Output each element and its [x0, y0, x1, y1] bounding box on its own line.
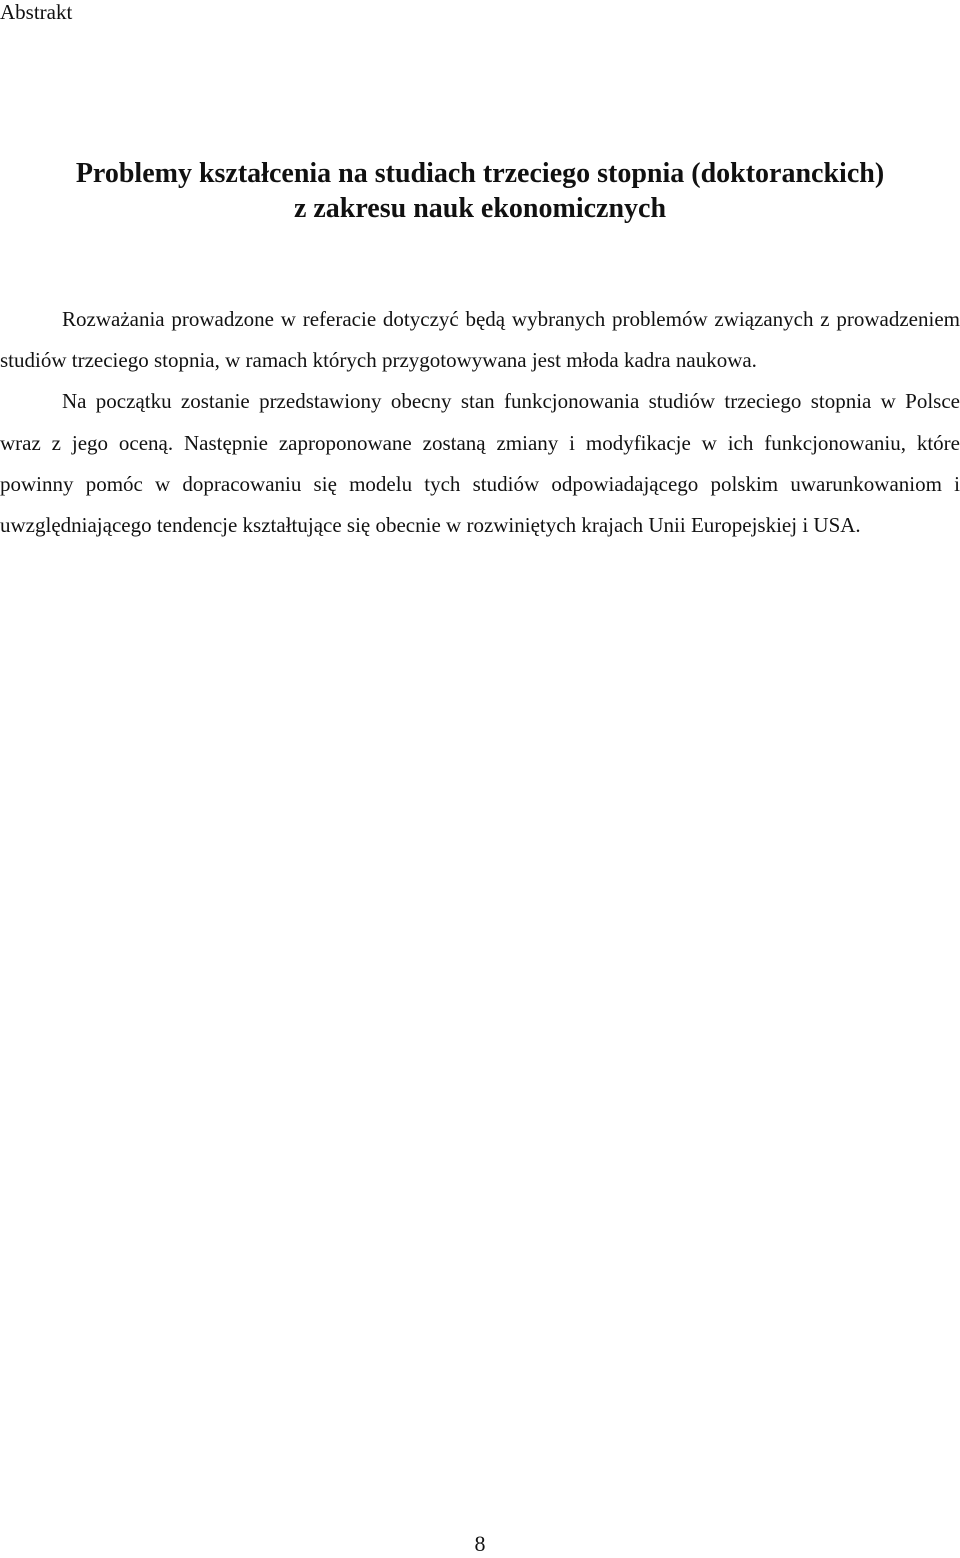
abstract-body — [0, 299, 960, 546]
title-line-2: z zakresu nauk ekonomicznych — [293, 193, 667, 224]
title-line-1: Problemy kształcenia na studiach trzeciego stopnia (doktoranckich) — [75, 158, 885, 189]
paragraph-1: Rozważania prowadzone w referacie dotyczyć będą wybranych problemów związanych z prowadzeniem studiów trzeciego stopnia, w ramach których przygotowywana jest młoda kadra naukowa. — [0, 307, 960, 373]
section-label: Abstrakt — [0, 0, 73, 24]
page-number: 8 — [474, 1531, 486, 1556]
page-title — [0, 156, 960, 226]
paragraph-2: Na początku zostanie przedstawiony obecny stan funkcjonowania studiów trzeciego stopnia w Polsce wraz z jego oceną. Następnie zaproponowane zostaną zmiany i modyfikacje w ich funkcjonowaniu, które powinny pomóc w dopracowaniu się modelu tych studiów odpowiadającego polskim uwarunkowaniom i uwzględniającego tendencje kształtujące się obecnie w rozwiniętych krajach Unii Europejskiej i USA. — [0, 389, 960, 538]
